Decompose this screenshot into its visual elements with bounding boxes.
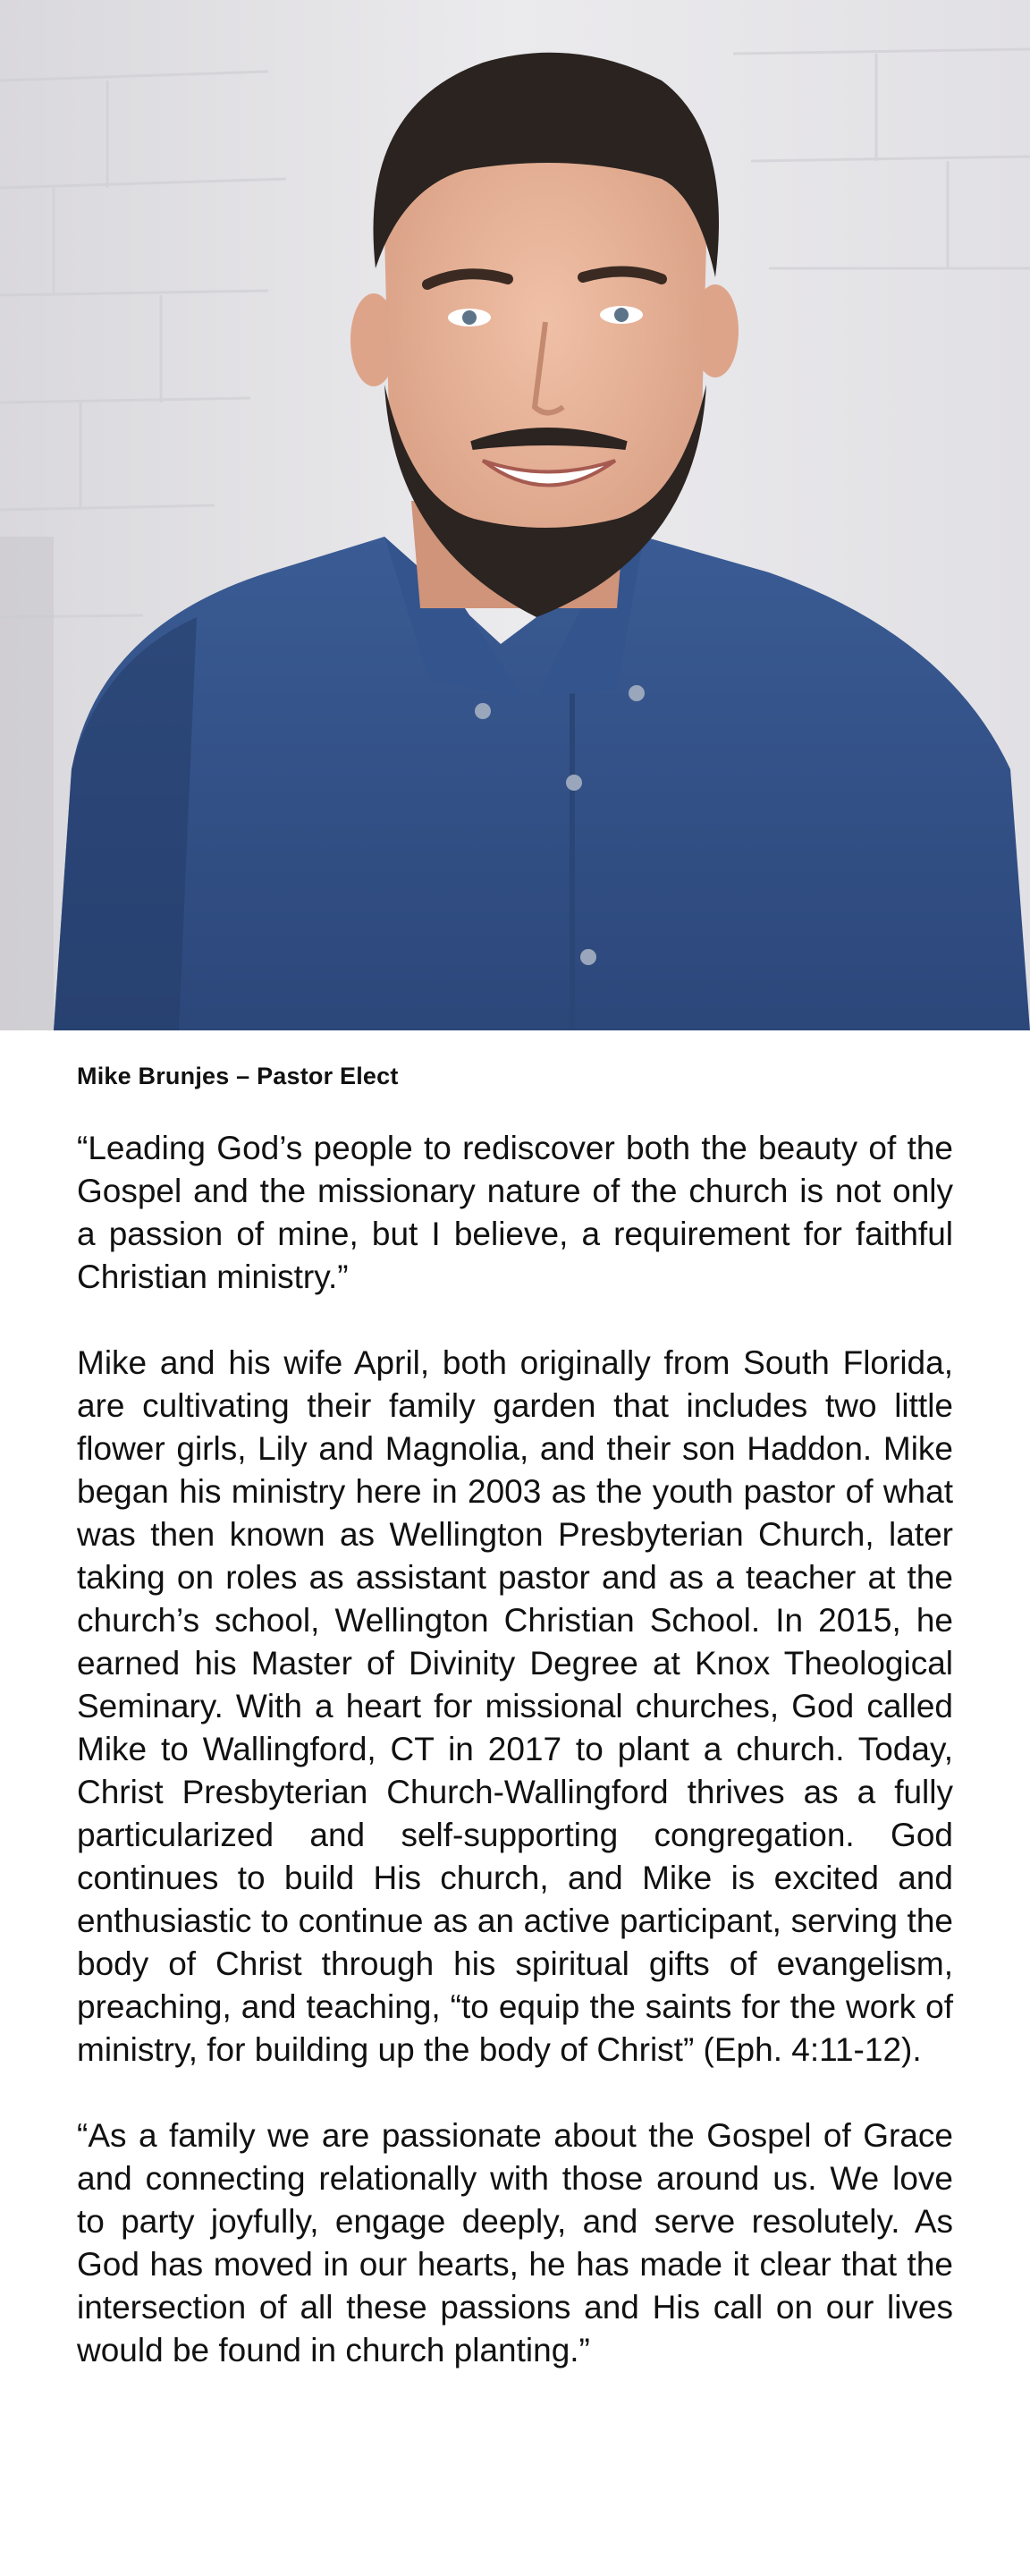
wall-edge — [0, 537, 54, 1030]
button — [629, 685, 645, 701]
biography — [77, 1127, 953, 2415]
portrait-photo — [0, 0, 1030, 1030]
button — [566, 775, 582, 791]
family-quote-paragraph: “As a family we are passionate about the Gospel of Grace and connecting relationally with those around us. We love to party joyfully, engage deeply, and serve resolutely. As God has moved in our hearts, he has made it clear that the intersection of all these passions and His call on our lives would be found in church planting.” — [77, 2117, 953, 2368]
button — [580, 949, 596, 965]
quote-paragraph: “Leading God’s people to rediscover both the beauty of the Gospel and the missionary nature of the church is not only a passion of mine, but I believe, a requirement for faithful Christian ministry.” — [77, 1130, 953, 1295]
photo-caption: Mike Brunjes – Pastor Elect — [77, 1063, 399, 1089]
button — [475, 703, 491, 719]
bio-paragraph: Mike and his wife April, both originally from South Florida, are cultivating their family garden that includes two little flower girls, Lily and Magnolia, and their son Haddon. Mike began his ministry here in 2003 as the youth pastor of what was then known as Wellington Presbyterian Church, later taking on roles as assistant pastor and as a teacher at the church’s school, Wellington Christian School. In 2015, he earned his Master of Divinity Degree at Knox Theological Seminary. With a heart for missional churches, God called Mike to Wallingford, CT in 2017 to plant a church. Today, Christ Presbyterian Church-Wallingford thrives as a fully particularized and self-supporting congregation. God continues to build His church, and Mike is excited and enthusiastic to continue as an active participant, serving the body of Christ through his spiritual gifts of evangelism, preaching, and teaching, “to equip the saints for the work of ministry, for building up the body of Christ” (Eph. 4:11-12). — [77, 1344, 953, 2068]
